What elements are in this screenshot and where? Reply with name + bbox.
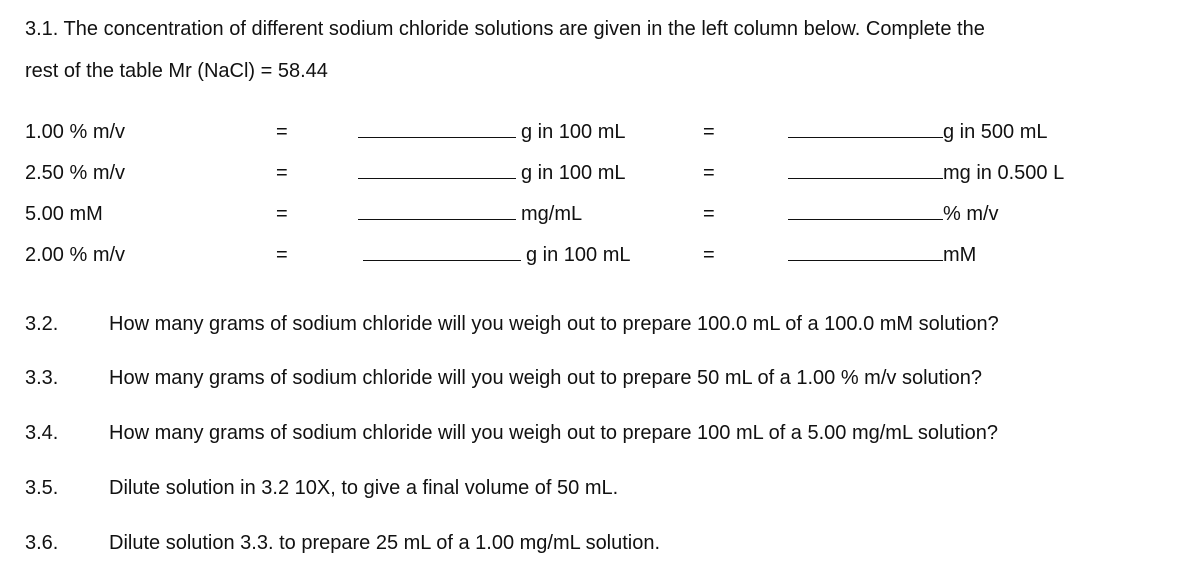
answer-blank bbox=[358, 219, 516, 220]
answer-blank bbox=[358, 137, 516, 138]
answer-blank bbox=[788, 260, 943, 261]
equals-sign: = bbox=[703, 162, 715, 184]
question-number: 3.6. bbox=[25, 532, 59, 554]
equals-sign: = bbox=[703, 244, 715, 266]
equals-sign: = bbox=[703, 203, 715, 225]
question-text: How many grams of sodium chloride will you weigh out to prepare 100 mL of a 5.00 mg/mL solution? bbox=[109, 422, 998, 444]
question-number: 3.4. bbox=[25, 422, 59, 444]
row-unit-2: mM bbox=[943, 244, 977, 266]
equals-sign: = bbox=[703, 121, 715, 143]
row-concentration: 2.00 % m/v bbox=[25, 244, 126, 266]
table-row bbox=[0, 240, 1198, 270]
question-number: 3.3. bbox=[25, 367, 59, 389]
row-concentration: 2.50 % m/v bbox=[25, 162, 126, 184]
row-concentration: 1.00 % m/v bbox=[25, 121, 126, 143]
answer-blank bbox=[788, 178, 943, 179]
table-row bbox=[0, 199, 1198, 229]
question-item bbox=[0, 309, 1198, 339]
question-number: 3.2. bbox=[25, 313, 59, 335]
row-unit-2: mg in 0.500 L bbox=[943, 162, 1065, 184]
equals-sign: = bbox=[276, 121, 288, 143]
intro-line-2: rest of the table Mr (NaCl) = 58.44 bbox=[25, 60, 328, 82]
answer-blank bbox=[358, 178, 516, 179]
intro-line-1: 3.1. The concentration of different sodium chloride solutions are given in the left column below. Complete the bbox=[25, 18, 985, 40]
answer-blank bbox=[788, 219, 943, 220]
question-item bbox=[0, 363, 1198, 393]
question-text: Dilute solution 3.3. to prepare 25 mL of a 1.00 mg/mL solution. bbox=[109, 532, 661, 554]
row-unit-2: % m/v bbox=[943, 203, 999, 225]
question-text: How many grams of sodium chloride will you weigh out to prepare 50 mL of a 1.00 % m/v solution? bbox=[109, 367, 983, 389]
question-item bbox=[0, 418, 1198, 448]
equals-sign: = bbox=[276, 162, 288, 184]
row-unit-1: g in 100 mL bbox=[526, 244, 631, 266]
question-item bbox=[0, 528, 1198, 558]
equals-sign: = bbox=[276, 244, 288, 266]
question-text: Dilute solution in 3.2 10X, to give a final volume of 50 mL. bbox=[109, 477, 619, 499]
answer-blank bbox=[788, 137, 943, 138]
row-concentration: 5.00 mM bbox=[25, 203, 103, 225]
row-unit-1: g in 100 mL bbox=[521, 121, 626, 143]
table-row bbox=[0, 117, 1198, 147]
row-unit-2: g in 500 mL bbox=[943, 121, 1048, 143]
equals-sign: = bbox=[276, 203, 288, 225]
question-text: How many grams of sodium chloride will you weigh out to prepare 100.0 mL of a 100.0 mM solution? bbox=[109, 313, 999, 335]
answer-blank bbox=[363, 260, 521, 261]
intro-paragraph bbox=[25, 8, 1185, 92]
question-number: 3.5. bbox=[25, 477, 59, 499]
table-row bbox=[0, 158, 1198, 188]
row-unit-1: mg/mL bbox=[521, 203, 583, 225]
row-unit-1: g in 100 mL bbox=[521, 162, 626, 184]
question-item bbox=[0, 473, 1198, 503]
